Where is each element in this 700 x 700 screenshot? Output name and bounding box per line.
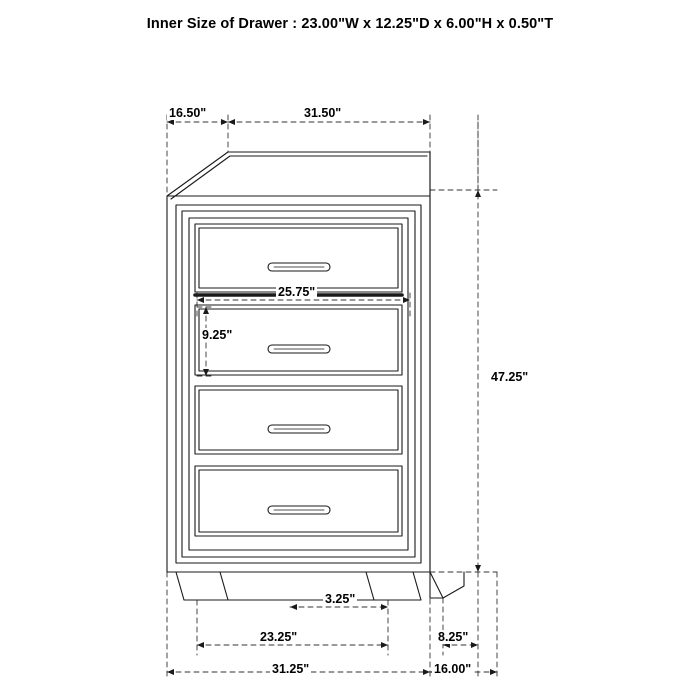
dim-base-depth: 16.00" (434, 662, 472, 676)
dim-base-side: 8.25" (438, 630, 469, 644)
dim-base-width: 31.25" (272, 662, 310, 676)
dim-foot-clearance: 3.25" (325, 592, 356, 606)
dim-base-inner-width: 23.25" (260, 630, 298, 644)
drawer-handles (268, 263, 330, 514)
chest-base-legs (167, 572, 464, 600)
dim-width-top: 31.50" (304, 106, 342, 120)
dim-drawer-height: 9.25" (202, 328, 233, 342)
dim-drawer-width: 25.75" (278, 285, 316, 299)
dim-depth-top: 16.50" (169, 106, 207, 120)
dim-total-height: 47.25" (491, 370, 529, 384)
page-title: Inner Size of Drawer : 23.00"W x 12.25"D x 6.00"H x 0.50"T (146, 16, 554, 32)
